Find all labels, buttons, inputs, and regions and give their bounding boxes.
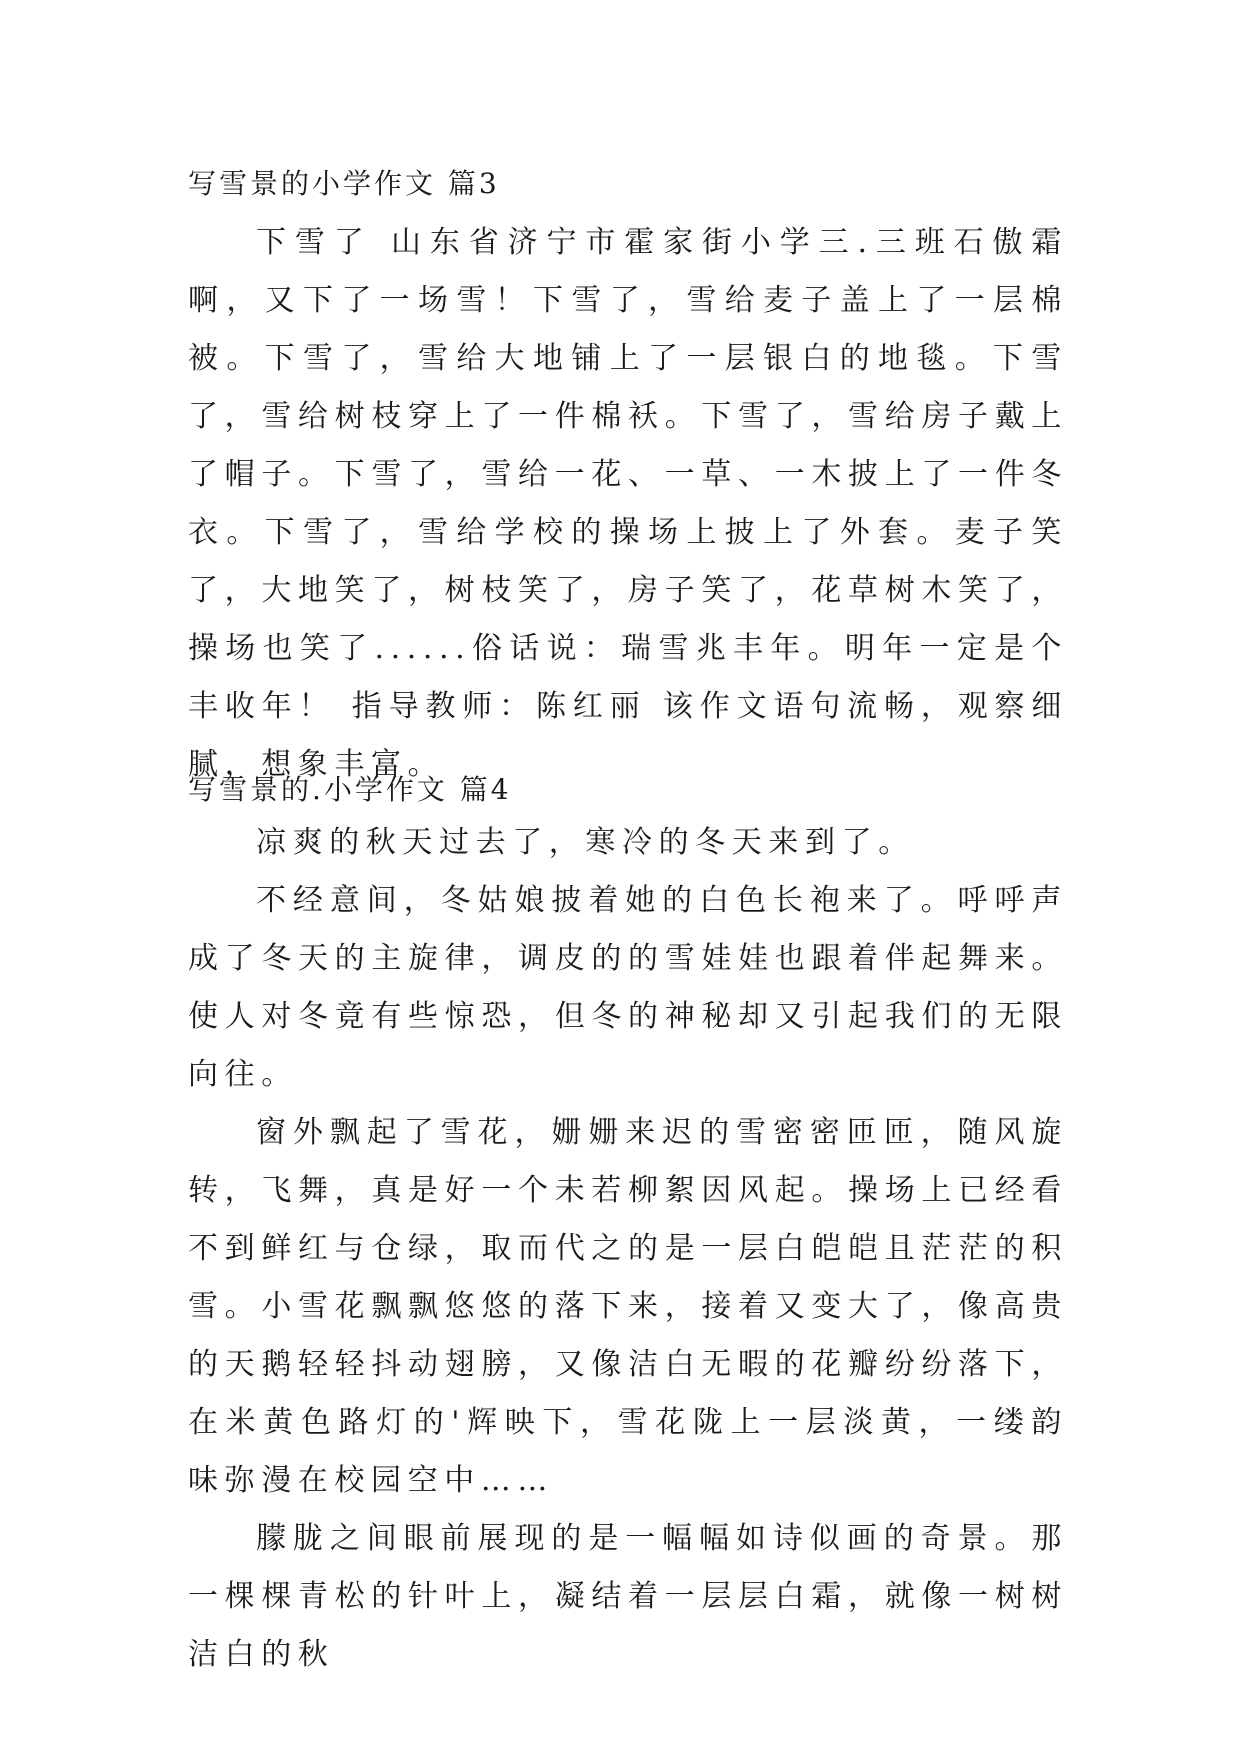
section-heading: 写雪景的小学作文 篇3: [188, 167, 500, 200]
paragraph: 朦胧之间眼前展现的是一幅幅如诗似画的奇景。那一棵棵青松的针叶上，凝结着一层层白霜，就像一树树洁白的秋: [188, 1521, 1068, 1672]
essay-section-3: [188, 164, 1068, 794]
paragraph: 窗外飘起了雪花，姗姗来迟的雪密密匝匝，随风旋转，飞舞，真是好一个未若柳絮因风起。操场上已经看不到鲜红与仓绿，取而代之的是一层白皑皑且茫茫的积雪。小雪花飘飘悠悠的落下来，接着又变大了，像高贵的天鹅轻轻抖动翅膀，又像洁白无暇的花瓣纷纷落下，在米黄色路灯的'辉映下，雪花陇上一层淡黄，一缕韵味弥漫在校园空中……: [188, 1115, 1068, 1498]
essay-section-4: [188, 770, 1068, 1684]
paragraph: 凉爽的秋天过去了，寒冷的冬天来到了。: [256, 825, 915, 860]
paragraph: 不经意间，冬姑娘披着她的白色长袍来了。呼呼声成了冬天的主旋律，调皮的的雪娃娃也跟着伴起舞来。使人对冬竟有些惊恐，但冬的神秘却又引起我们的无限向往。: [188, 883, 1068, 1092]
section-heading: 写雪景的.小学作文 篇4: [188, 773, 512, 806]
paragraph: 下雪了 山东省济宁市霍家街小学三.三班石傲霜啊，又下了一场雪！下雪了，雪给麦子盖上了一层棉被。下雪了，雪给大地铺上了一层银白的地毯。下雪了，雪给树枝穿上了一件棉袄。下雪了，雪给房子戴上了帽子。下雪了，雪给一花、一草、一木披上了一件冬衣。下雪了，雪给学校的操场上披上了外套。麦子笑了，大地笑了，树枝笑了，房子笑了，花草树木笑了，操场也笑了......俗话说：瑞雪兆丰年。明年一定是个丰收年！ 指导教师：陈红丽 该作文语句流畅，观察细腻，想象丰富。: [188, 225, 1068, 782]
